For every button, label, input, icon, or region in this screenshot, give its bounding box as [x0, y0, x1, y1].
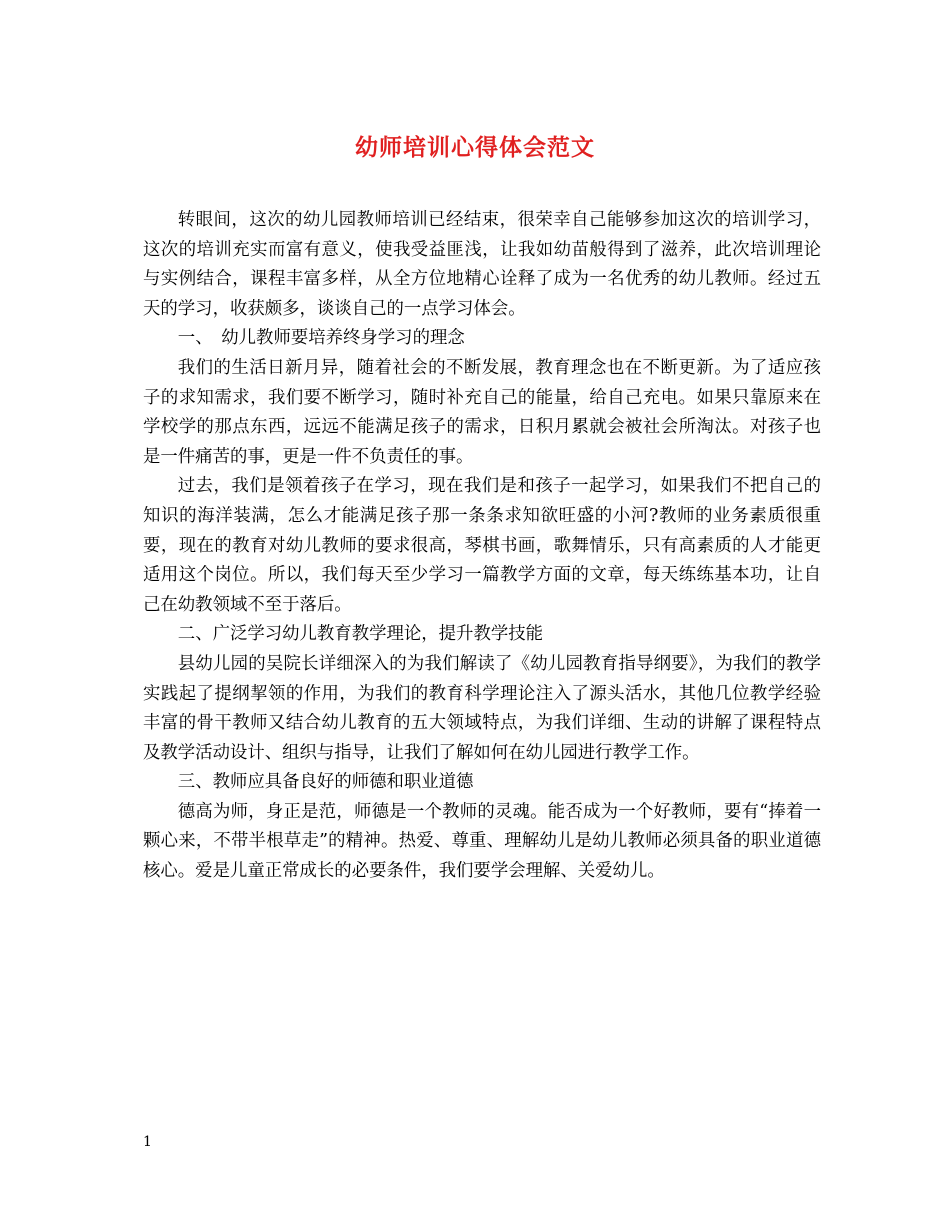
document-body	[143, 206, 821, 887]
body-paragraph: 我们的生活日新月异，随着社会的不断发展，教育理念也在不断更新。为了适应孩子的求知需求，我们要不断学习，随时补充自己的能量，给自己充电。如果只靠原来在学校学的那点东西，远远不能满足孩子的需求，日积月累就会被社会所淘汰。对孩子也是一件痛苦的事，更是一件不负责任的事。	[143, 357, 821, 467]
section-heading-3: 三、教师应具备良好的师德和职业道德	[177, 772, 474, 793]
section-heading-2: 二、广泛学习幼儿教育教学理论，提升教学技能	[177, 624, 544, 645]
body-paragraph: 德高为师，身正是范，师德是一个教师的灵魂。能否成为一个好教师，要有“捧着一颗心来，不带半根草走”的精神。热爱、尊重、理解幼儿是幼儿教师必须具备的职业道德核心。爱是儿童正常成长的必要条件，我们要学会理解、关爱幼儿。	[143, 801, 821, 882]
body-paragraph: 过去，我们是领着孩子在学习，现在我们是和孩子一起学习，如果我们不把自己的知识的海洋装满，怎么才能满足孩子那一条条求知欲旺盛的小河?教师的业务素质很重要，现在的教育对幼儿教师的要求很高，琴棋书画，歌舞情乐，只有高素质的人才能更适用这个岗位。所以，我们每天至少学习一篇教学方面的文章，每天练练基本功，让自己在幼教领域不至于落后。	[143, 476, 821, 615]
body-paragraph: 县幼儿园的吴院长详细深入的为我们解读了《幼儿园教育指导纲要》，为我们的教学实践起了提纲挈领的作用，为我们的教育科学理论注入了源头活水，其他几位教学经验丰富的骨干教师又结合幼儿教育的五大领域特点，为我们详细、生动的讲解了课程特点及教学活动设计、组织与指导，让我们了解如何在幼儿园进行教学工作。	[143, 653, 821, 763]
document-title: 幼师培训心得体会范文	[355, 134, 595, 161]
intro-paragraph: 转眼间，这次的幼儿园教师培训已经结束，很荣幸自己能够参加这次的培训学习，这次的培训充实而富有意义，使我受益匪浅，让我如幼苗般得到了滋养，此次培训理论与实例结合，课程丰富多样，从全方位地精心诠释了成为一名优秀的幼儿教师。经过五天的学习，收获颇多，谈谈自己的一点学习体会。	[143, 210, 821, 319]
section-heading-1: 一、 幼儿教师要培养终身学习的理念	[177, 328, 465, 349]
page-number: 1	[143, 1134, 152, 1150]
